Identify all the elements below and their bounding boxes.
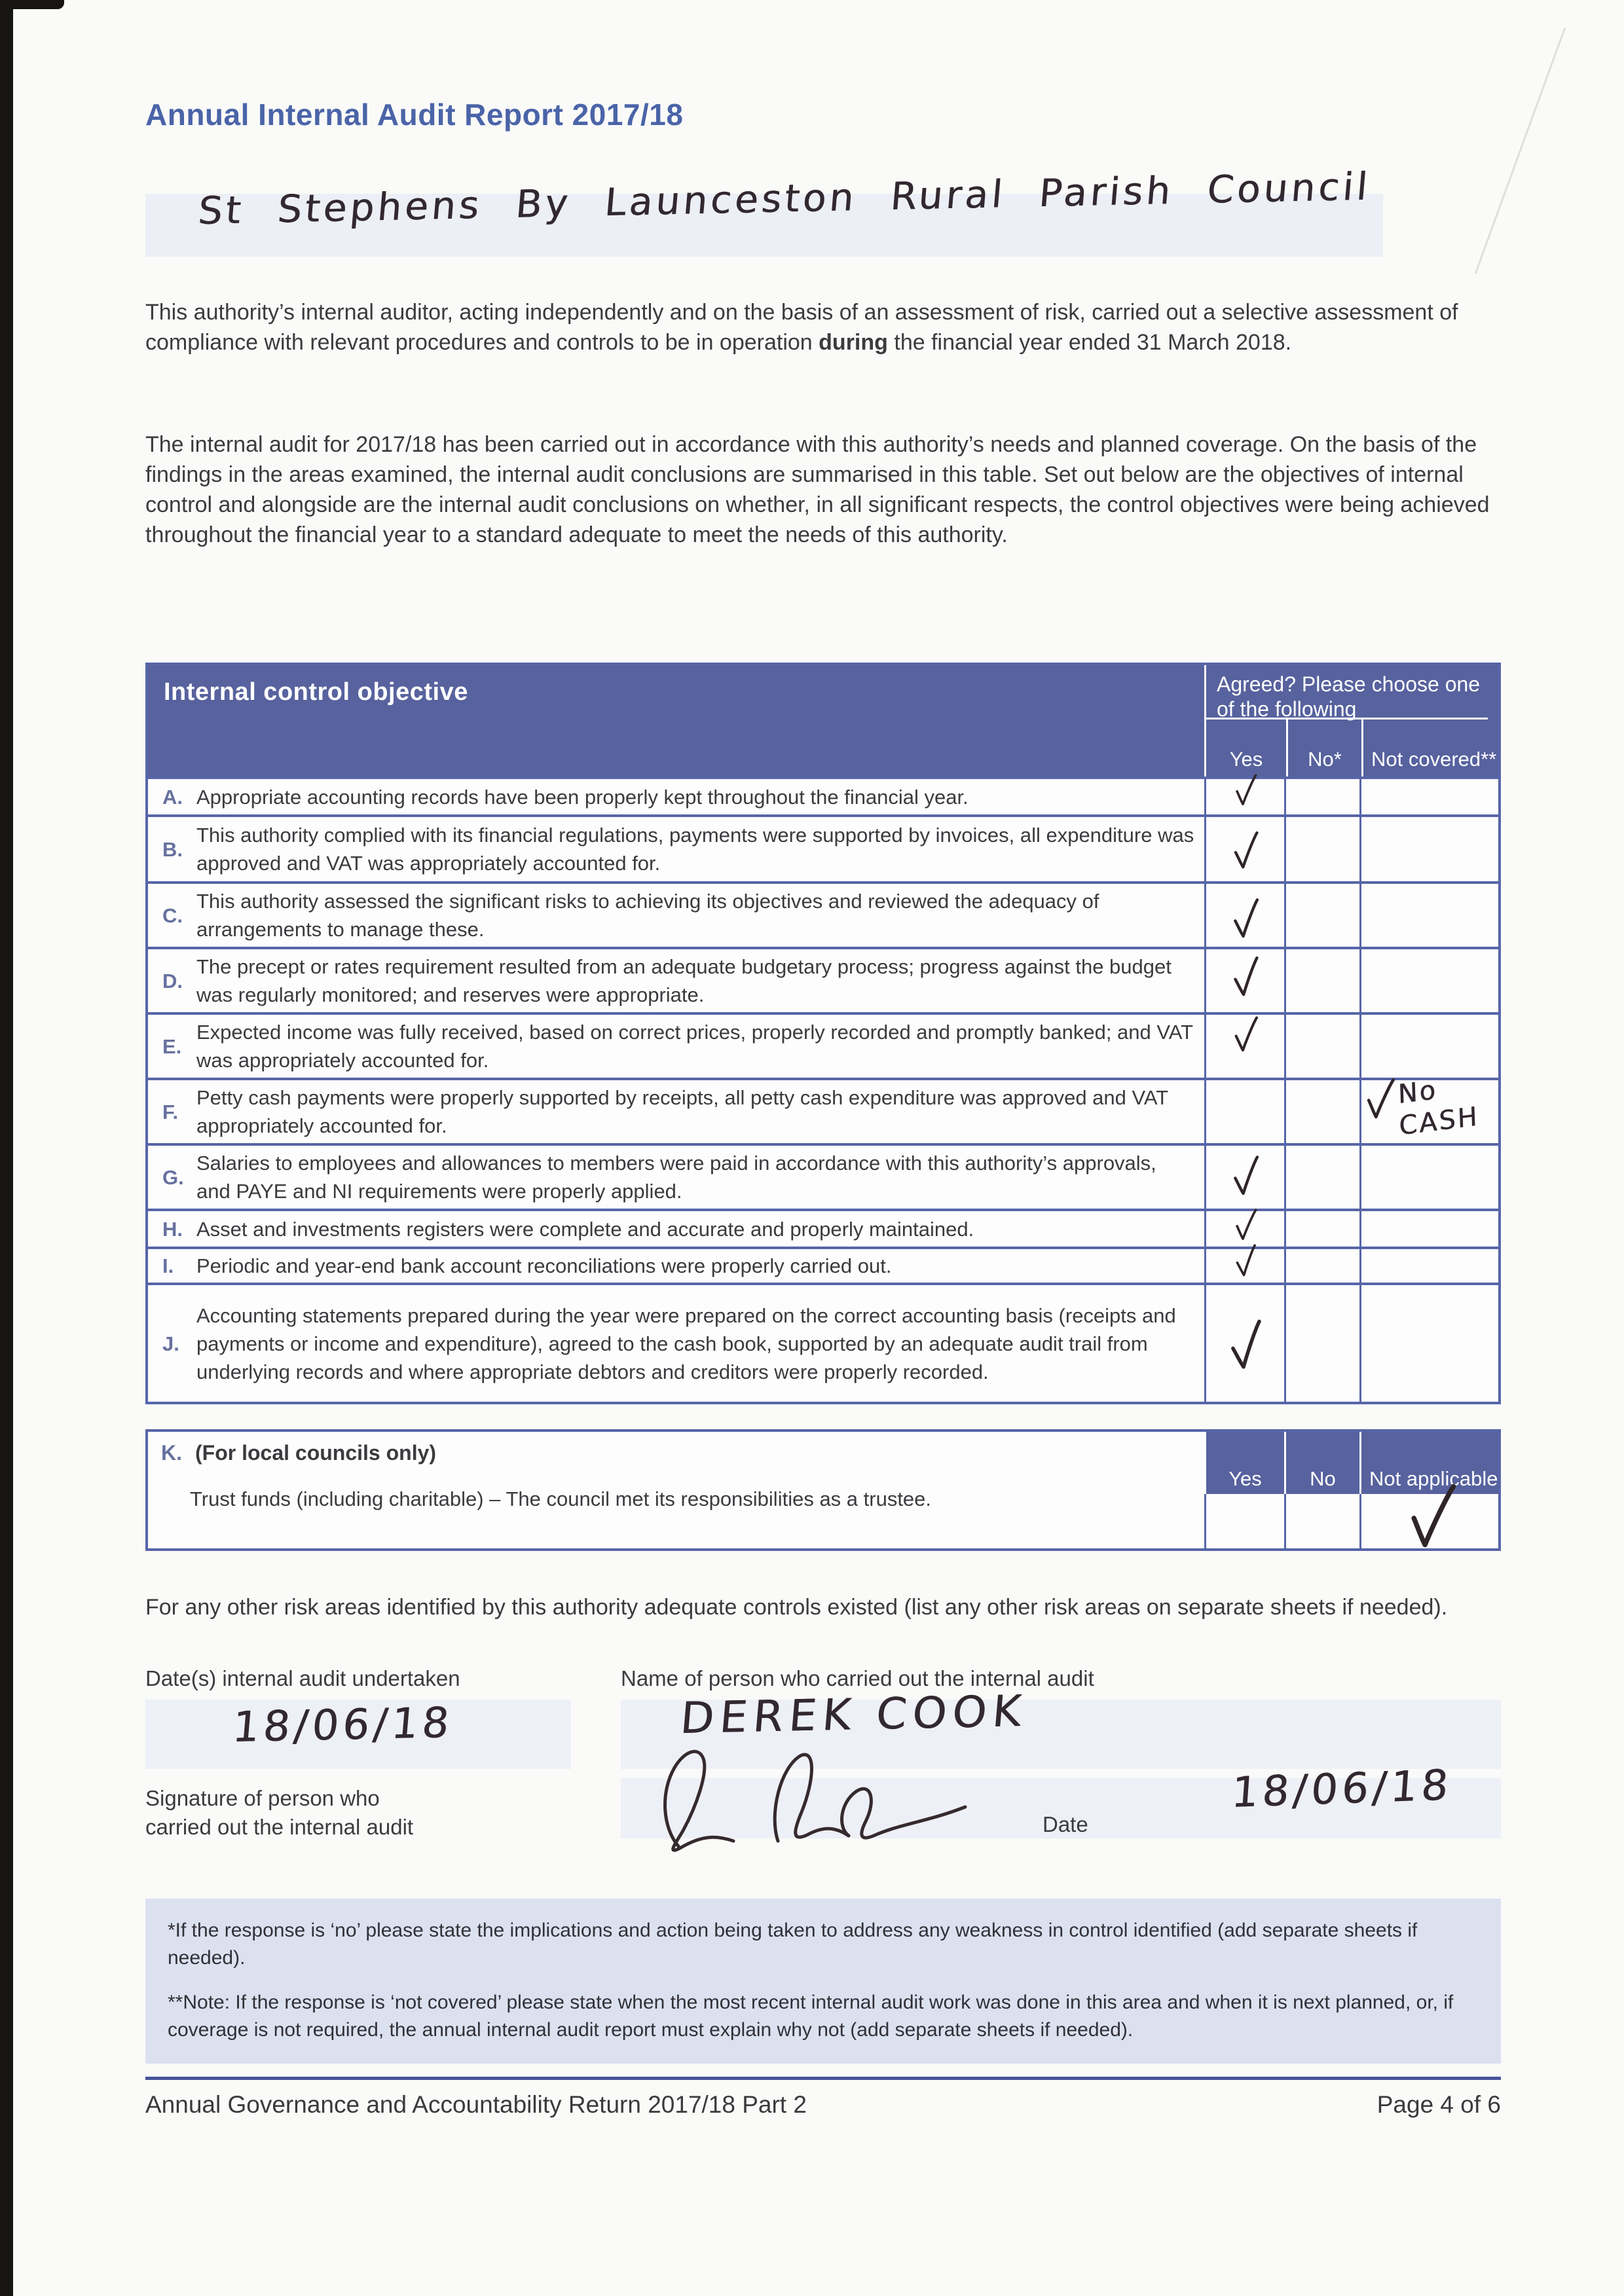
other-risks-note: For any other risk areas identified by this authority adequate controls existed (list any other risk areas on separate sheets if needed).: [145, 1595, 1448, 1620]
k-section-table: [145, 1429, 1501, 1551]
k-grid-line: [1204, 1494, 1206, 1548]
table-row-f: [148, 1074, 1498, 1143]
internal-control-table: [145, 663, 1501, 1404]
cell-no: [1284, 1211, 1359, 1247]
date-signed-value-handwritten: 18/06/18: [1230, 1761, 1454, 1817]
row-text: Asset and investments registers were complete and accurate and properly maintained.: [196, 1217, 974, 1241]
row-letter: G.: [162, 1165, 184, 1189]
table-header: [148, 665, 1498, 776]
row-letter: C.: [162, 903, 183, 927]
k-column-not-applicable: Not applicable: [1359, 1432, 1498, 1494]
tick-yes-row-a: [1233, 767, 1257, 810]
table-row-g: [148, 1143, 1498, 1209]
cell-not-covered: [1359, 884, 1498, 947]
row-text: Appropriate accounting records have been properly kept throughout the financial year.: [196, 785, 969, 809]
k-trust-text: Trust funds (including charitable) – The council met its responsibilities as a trustee.: [190, 1487, 932, 1510]
cell-not-covered: [1359, 1249, 1498, 1283]
cell-not-covered: [1359, 1146, 1498, 1209]
authority-name-handwritten: St Stephens By Launceston Rural Parish Council: [196, 164, 1373, 233]
paper-crease-artifact: [1475, 27, 1566, 274]
row-letter: H.: [162, 1217, 183, 1241]
cell-not-covered: [1359, 1285, 1498, 1402]
intro-paragraph-2: The internal audit for 2017/18 has been carried out in accordance with this authority’s needs and planned coverage. On the basis of the findings in the areas examined, the internal audit conclusions are summarised in this table. Set out below are the objectives of internal control and alongside are the internal audit conclusions on whether, in all significant respects, the control objectives were being achieved throughout the financial year to a standard adequate to meet the needs of this authority.: [145, 432, 1490, 547]
table-row-i: [148, 1247, 1498, 1283]
cell-no: [1284, 949, 1359, 1012]
footnote-no: *If the response is ‘no’ please state the implications and action being taken to address any weakness in control identified (add separate sheets if needed).: [168, 1920, 1418, 1969]
tick-not-applicable-row-k: [1405, 1463, 1458, 1565]
cell-no: [1284, 1249, 1359, 1283]
row-letter: D.: [162, 969, 183, 993]
row-text: This authority assessed the significant risks to achieving its objectives and reviewed the adequacy of arrangements to manage these.: [196, 890, 1099, 941]
scan-corner-artifact: [0, 0, 64, 9]
row-text: Periodic and year-end bank account reconciliations were properly carried out.: [196, 1254, 892, 1277]
date-signed-label: Date: [1043, 1812, 1088, 1836]
row-letter: J.: [162, 1332, 179, 1355]
cell-yes: [1204, 1015, 1284, 1078]
cell-not-covered: [1359, 1211, 1498, 1247]
row-text: Petty cash payments were properly supported by receipts, all petty cash expenditure was approved and VAT appropriately accounted for.: [196, 1086, 1168, 1137]
cell-not-covered: [1359, 1074, 1498, 1143]
footer-document-title: Annual Governance and Accountability Return 2017/18 Part 2: [145, 2091, 807, 2118]
row-letter: B.: [162, 837, 183, 861]
intro-paragraph-1-end: the financial year ended 31 March 2018.: [887, 330, 1292, 355]
footer-divider: [145, 2077, 1501, 2080]
table-row-j: [148, 1283, 1498, 1402]
k-column-no: No: [1284, 1432, 1359, 1494]
footnote-not-covered: **Note: If the response is ‘not covered’ please state when the most recent internal audit work was done in this area and when it is next planned, or, if coverage is not required, the annual internal audit report must explain why not (add separate sheets if needed).: [168, 1992, 1454, 2041]
k-grid-line: [1359, 1494, 1361, 1548]
table-row-a: [148, 776, 1498, 814]
row-letter: A.: [162, 785, 183, 809]
table-row-d: [148, 947, 1498, 1012]
k-letter: K.: [161, 1441, 182, 1465]
no-cash-annotation: No CASH: [1397, 1074, 1480, 1142]
date-undertaken-label: Date(s) internal audit undertaken: [145, 1666, 460, 1690]
intro-paragraph-1-text: This authority’s internal auditor, acting independently and on the basis of an assessment of risk, carried out a selective assessment of compliance with relevant procedures and controls to be in operation: [145, 300, 1458, 355]
column-header-yes: Yes: [1229, 748, 1263, 771]
tick-yes-row-d: [1230, 945, 1260, 1006]
row-text: Salaries to employees and allowances to members were paid in accordance with this authority’s approvals, and PAYE and NI requirements were properly applied.: [196, 1152, 1156, 1203]
cell-yes: [1204, 1146, 1284, 1209]
cell-yes: [1204, 1249, 1284, 1283]
k-heading: (For local councils only): [195, 1441, 437, 1465]
tick-yes-row-i: [1233, 1238, 1257, 1281]
row-letter: I.: [162, 1254, 174, 1277]
footnotes-box: [145, 1899, 1501, 2064]
row-text: Accounting statements prepared during the year were prepared on the correct accounting basis (receipts and payments or income and expenditure), agreed to the cash book, supported by an adequate audit trail from underlying records and where appropriate debtors and creditors were properly recorded.: [196, 1303, 1176, 1383]
row-text: This authority complied with its financial regulations, payments were supported by invoices, all expenditure was approved and VAT was appropriately accounted for.: [196, 824, 1194, 875]
header-agreed-group: [1204, 665, 1498, 776]
tick-yes-row-g: [1231, 1144, 1260, 1206]
header-agreed-label: Agreed? Please choose one of the following: [1206, 665, 1488, 720]
tick-yes-row-j: [1226, 1303, 1264, 1384]
cell-yes: [1204, 817, 1284, 881]
tick-yes-row-c: [1231, 888, 1260, 947]
column-header-no: No*: [1286, 720, 1361, 776]
row-text: The precept or rates requirement resulted from an adequate budgetary process; progress against the budget was regularly monitored; and reserves were appropriate.: [196, 955, 1172, 1006]
auditor-signature: [640, 1730, 994, 1874]
tick-yes-row-e: [1232, 1006, 1258, 1061]
table-row-b: [148, 814, 1498, 881]
row-letter: F.: [162, 1100, 179, 1123]
footer: [145, 2091, 1501, 2119]
column-header-not-covered: Not covered**: [1361, 720, 1498, 776]
tick-yes-row-b: [1232, 822, 1259, 877]
table-row-e: [148, 1012, 1498, 1078]
cell-yes: [1204, 884, 1284, 947]
cell-no: [1284, 1146, 1359, 1209]
cell-no: [1284, 1015, 1359, 1078]
page-title: Annual Internal Audit Report 2017/18: [145, 98, 684, 132]
table-row-c: [148, 881, 1498, 947]
intro-paragraph-1: [145, 297, 1506, 357]
cell-not-covered: [1359, 779, 1498, 814]
signature-label: Signature of person who carried out the internal audit: [145, 1786, 414, 1839]
auditor-name-label: Name of person who carried out the internal audit: [621, 1666, 1094, 1690]
cell-yes: [1204, 1080, 1284, 1143]
cell-no: [1284, 1285, 1359, 1402]
tick-not-covered-row-f: [1364, 1065, 1396, 1129]
cell-no: [1284, 884, 1359, 947]
cell-yes: [1204, 949, 1284, 1012]
footer-page-number: Page 4 of 6: [1376, 2091, 1501, 2118]
cell-not-covered: [1359, 817, 1498, 881]
cell-yes: [1204, 1285, 1284, 1402]
cell-no: [1284, 779, 1359, 814]
cell-not-covered: [1359, 949, 1498, 1012]
k-grid-line: [1284, 1494, 1286, 1548]
k-left-cell: [148, 1432, 1204, 1548]
row-letter: E.: [162, 1034, 182, 1058]
table-row-h: [148, 1209, 1498, 1247]
cell-no: [1284, 1080, 1359, 1143]
date-undertaken-value-handwritten: 18/06/18: [231, 1698, 455, 1752]
cell-no: [1284, 817, 1359, 881]
cell-yes: [1204, 779, 1284, 814]
intro-paragraph-1-bold: during: [819, 330, 888, 355]
header-objective: Internal control objective: [164, 678, 468, 706]
auditor-name-value-handwritten: DEREK COOK: [678, 1685, 1029, 1743]
row-text: Expected income was fully received, based on correct prices, properly recorded and promptly banked; and VAT was appropriately accounted for.: [196, 1021, 1193, 1072]
k-column-yes: Yes: [1204, 1432, 1284, 1494]
scan-edge-artifact: [0, 0, 13, 2296]
